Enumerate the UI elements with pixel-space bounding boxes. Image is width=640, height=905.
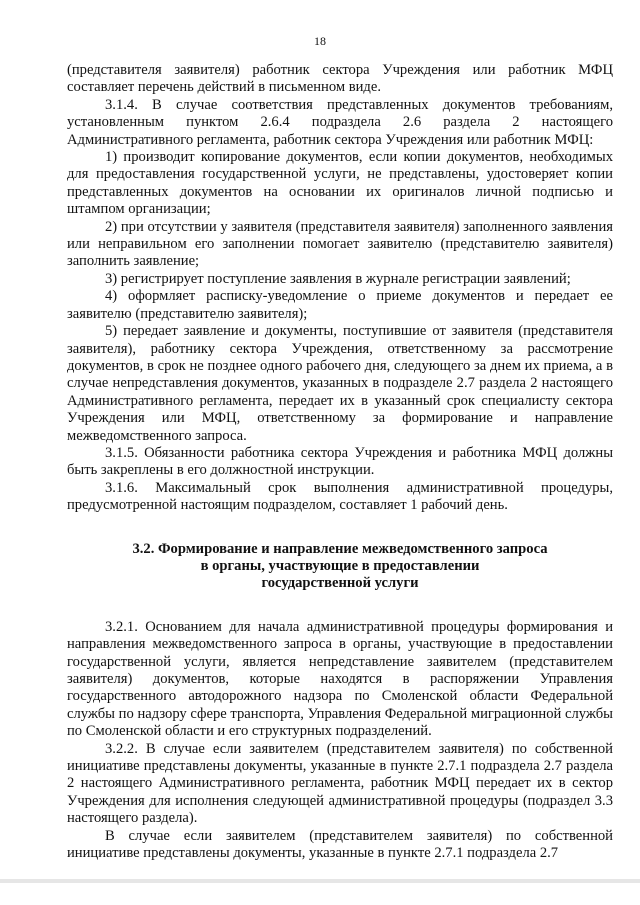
paragraph: 3.1.4. В случае соответствия представленных документов требованиям, установленным пунктом 2.6.4 подраздела 2.6 раздела 2 настоящего Административного регламента, работник сектора Учреждения или работник МФЦ: xyxy=(67,96,613,148)
page-number: 18 xyxy=(314,34,326,48)
heading-line-1: 3.2. Формирование и направление межведомственного запроса xyxy=(132,540,548,557)
scan-edge-divider xyxy=(0,879,640,883)
paragraph: 5) передает заявление и документы, поступившие от заявителя (представителя заявителя), работнику сектора Учреждения, ответственному за рассмотрение документов, в срок не позднее одного рабочего дня, следующего за днем их приема, а в случае непредставления документов, указанных в подразделе 2.7 раздела 2 настоящего Административного регламента, передает их в указанный срок специалисту сектора Учреждения или МФЦ, ответственному за формирование и направление межведомственного запроса. xyxy=(67,323,613,444)
paragraph: 2) при отсутствии у заявителя (представителя заявителя) заполненного заявления или неправильном его заполнении помогает заявителю (представителю заявителя) заполнить заявление; xyxy=(67,218,613,270)
section-heading xyxy=(67,541,613,593)
paragraph: 4) оформляет расписку-уведомление о приеме документов и передает ее заявителю (представителю заявителя); xyxy=(67,288,613,322)
section-3-1-text xyxy=(67,62,613,515)
paragraph: 3.2.2. В случае если заявителем (представителем заявителя) по собственной инициативе представлены документы, указанные в пункте 2.7.1 подраздела 2.7 раздела 2 настоящего Административного регламента, работник МФЦ передает их в сектор Учреждения для исполнения следующей административной процедуры (подраздел 3.3 настоящего раздела). xyxy=(67,740,613,827)
paragraph: 3) регистрирует поступление заявления в журнале регистрации заявлений; xyxy=(105,270,571,287)
heading-line-3: государственной услуги xyxy=(261,575,419,592)
paragraph: (представителя заявителя) работник сектора Учреждения или работник МФЦ составляет перечень действий в письменном виде. xyxy=(67,62,613,96)
paragraph: 1) производит копирование документов, если копии документов, необходимых для предоставления государственной услуги, не представлены, удостоверяет копии представленных документов на основании их оригиналов личной подписью и штампом организации; xyxy=(67,149,613,218)
paragraph: В случае если заявителем (представителем заявителя) по собственной инициативе представлены документы, указанные в пункте 2.7.1 подраздела 2.7 xyxy=(67,827,613,862)
paragraph: 3.1.6. Максимальный срок выполнения административной процедуры, предусмотренной настоящим подразделом, составляет 1 рабочий день. xyxy=(67,479,613,514)
paragraph: 3.2.1. Основанием для начала административной процедуры формирования и направления межведомственного запроса в органы, участвующие в предоставлении государственной услуги, является непредставление заявителем (представителем заявителя) документов, которые находятся в распоряжении Управления государственного автодорожного надзора по Смоленской области Федеральной службы по надзору сфере транспорта, Управления Федеральной миграционной службы по Смоленской области и его структурных подразделений. xyxy=(67,618,613,740)
section-3-2-text xyxy=(67,619,613,863)
heading-line-2: в органы, участвующие в предоставлении xyxy=(200,557,480,574)
document-body xyxy=(67,62,613,862)
paragraph: 3.1.5. Обязанности работника сектора Учреждения и работника МФЦ должны быть закреплены в его должностной инструкции. xyxy=(67,444,613,479)
